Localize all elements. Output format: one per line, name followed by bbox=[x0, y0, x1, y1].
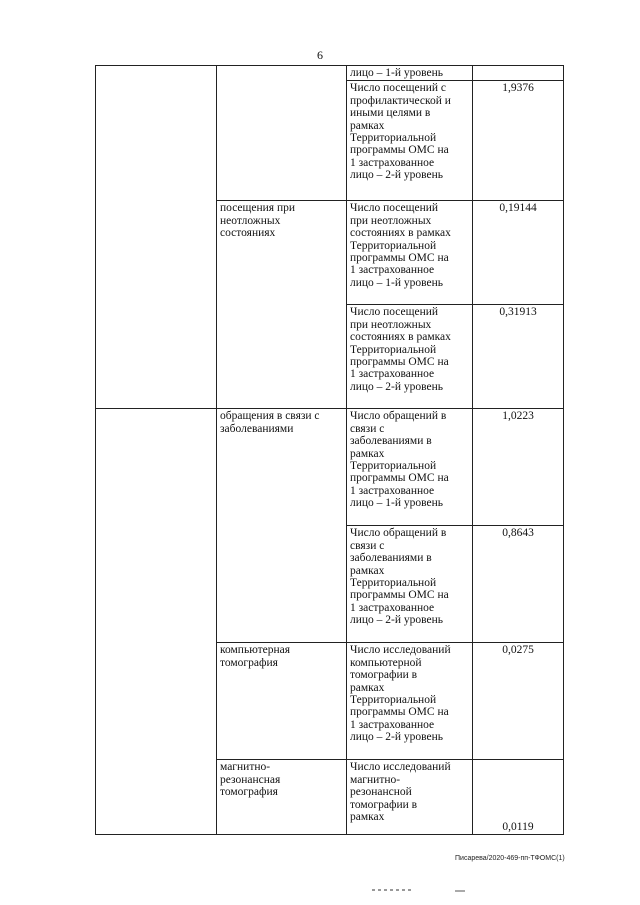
cell-category: посещения при неотложных состояниях bbox=[217, 201, 347, 409]
cell-indicator: Число посещений при неотложных состояниях в рамках Территориальной программы ОМС на 1 застрахованное лицо – 1-й уровень bbox=[347, 201, 473, 305]
page-number: 6 bbox=[317, 48, 323, 62]
cell-value bbox=[473, 66, 564, 81]
cell-indicator: Число исследований компьютерной томографии в рамках Территориальной программы ОМС на 1 застрахованное лицо – 2-й уровень bbox=[347, 643, 473, 760]
cell-category: компьютерная томография bbox=[217, 643, 347, 760]
data-table bbox=[95, 65, 564, 835]
cell-value: 1,9376 bbox=[473, 81, 564, 201]
cell-value: 0,8643 bbox=[473, 526, 564, 643]
scan-artifact bbox=[372, 889, 412, 891]
cell-col2 bbox=[217, 66, 347, 201]
cell-value: 0,0275 bbox=[473, 643, 564, 760]
table-row bbox=[96, 409, 564, 526]
cell-value: 0,19144 bbox=[473, 201, 564, 305]
cell-indicator: лицо – 1-й уровень bbox=[347, 66, 473, 81]
cell-category: обращения в связи с заболеваниями bbox=[217, 409, 347, 643]
scan-artifact bbox=[455, 890, 465, 892]
cell-value: 0,31913 bbox=[473, 305, 564, 409]
cell-value: 1,0223 bbox=[473, 409, 564, 526]
cell-col1-group1 bbox=[96, 66, 217, 409]
table-row bbox=[96, 66, 564, 81]
cell-value: 0,0119 bbox=[473, 760, 564, 835]
cell-col1-group2 bbox=[96, 409, 217, 835]
cell-indicator: Число исследований магнитно- резонансной томографии в рамках bbox=[347, 760, 473, 835]
cell-indicator: Число обращений в связи с заболеваниями в рамках Территориальной программы ОМС на 1 застрахованное лицо – 1-й уровень bbox=[347, 409, 473, 526]
cell-indicator: Число посещений при неотложных состояниях в рамках Территориальной программы ОМС на 1 застрахованное лицо – 2-й уровень bbox=[347, 305, 473, 409]
cell-category: магнитно- резонансная томография bbox=[217, 760, 347, 835]
document-footer: Писарева/2020-469-пп-ТФОМС(1) bbox=[455, 855, 565, 862]
cell-indicator: Число обращений в связи с заболеваниями в рамках Территориальной программы ОМС на 1 застрахованное лицо – 2-й уровень bbox=[347, 526, 473, 643]
cell-indicator: Число посещений с профилактической и иными целями в рамках Территориальной программы ОМС на 1 застрахованное лицо – 2-й уровень bbox=[347, 81, 473, 201]
